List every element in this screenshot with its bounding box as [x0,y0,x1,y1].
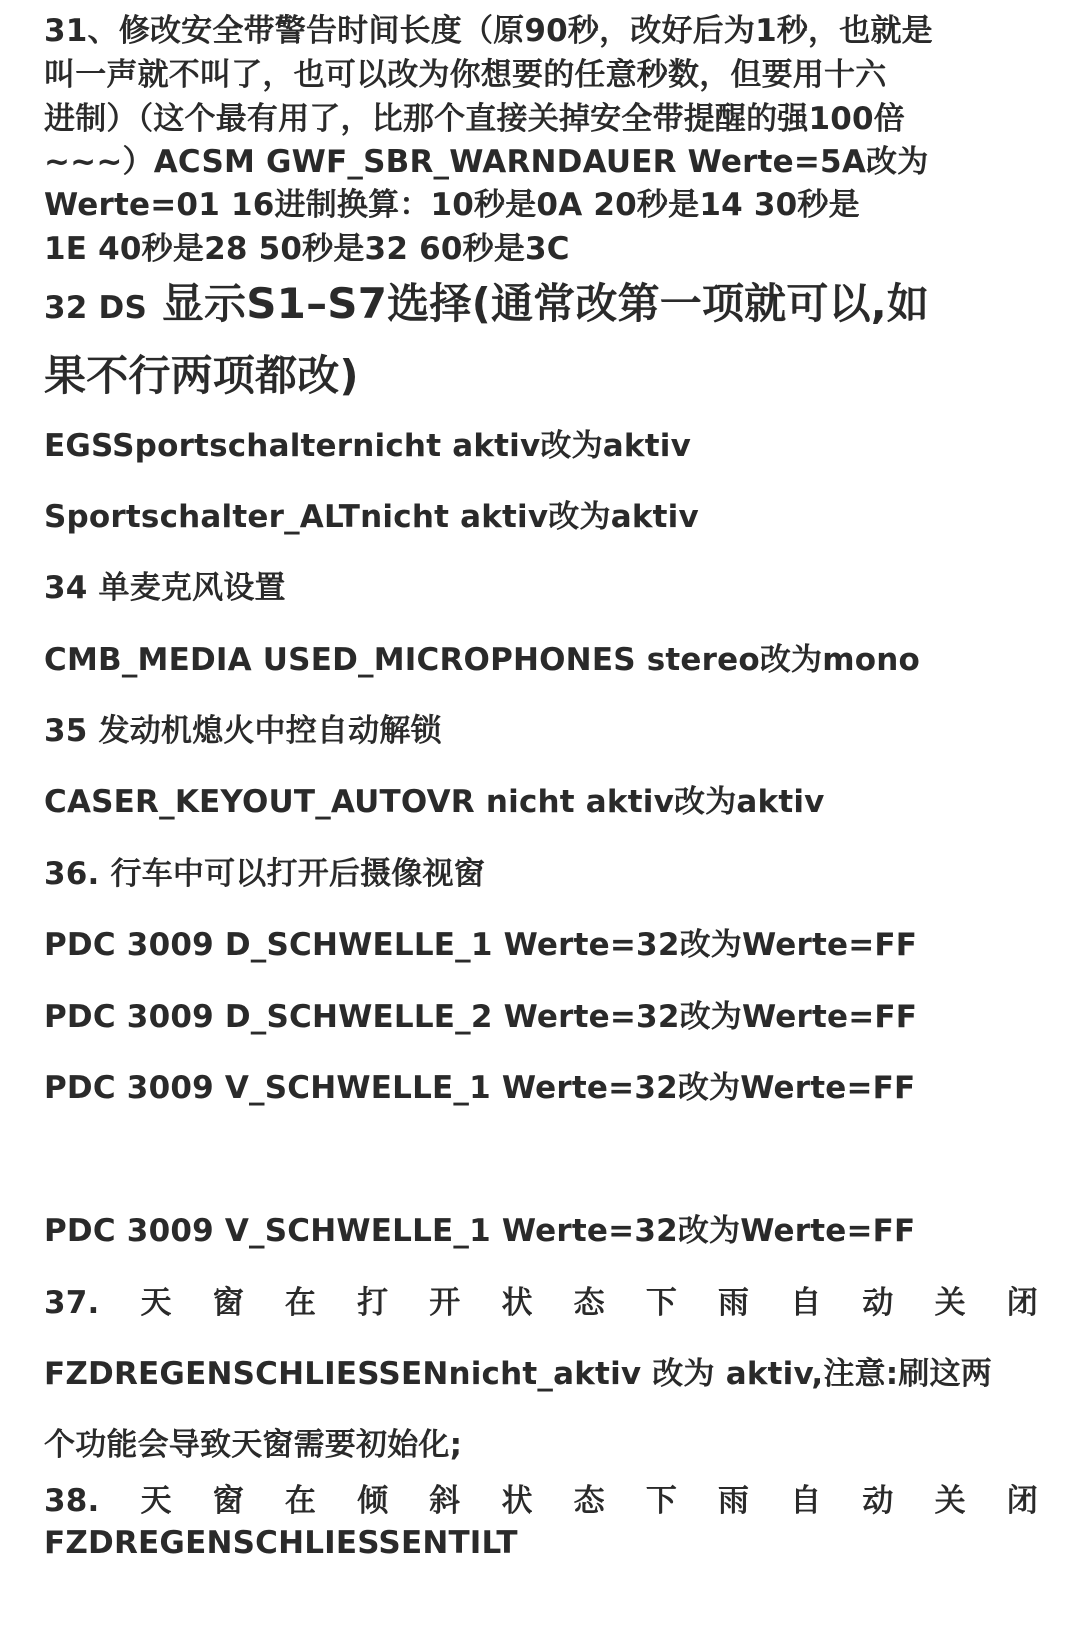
item37-heading-char: 雨 [718,1285,750,1321]
document-page [44,0,1038,1652]
item38-heading-char: 下 [645,1483,678,1519]
item36-entry-4: PDC 3009 V_SCHWELLE_1 Werte=32改为Werte=FF [44,1213,916,1249]
item32-number: 32 DS [44,290,147,326]
item38-heading-char: 在 [284,1483,317,1519]
item37-heading-char: 37. [44,1285,100,1321]
item37-heading-char: 下 [645,1285,678,1321]
item38-heading-char: 天 [140,1483,172,1519]
item31-line-6: 1E 40秒是28 50秒是32 60秒是3C [44,231,570,267]
item37-heading-char: 打 [357,1285,389,1321]
item37-heading-char: 天 [140,1285,172,1321]
item36-entry-3: PDC 3009 V_SCHWELLE_1 Werte=32改为Werte=FF [44,1070,916,1106]
item37-heading-char: 开 [429,1285,461,1321]
item37-line-2: FZDREGENSCHLIESSENnicht_aktiv 改为 aktiv,注意:刷这两 [44,1356,992,1392]
item38-line-2: FZDREGENSCHLIESSENTILT [44,1525,518,1561]
item38-heading-char: 斜 [429,1483,461,1519]
item37-heading-char: 在 [284,1285,317,1321]
item31-line-1: 31、修改安全带警告时间长度（原90秒，改好后为1秒，也就是 [44,13,933,49]
item37-heading-char: 动 [862,1285,894,1321]
item32-heading-text: 显示S1–S7选择(通常改第一项就可以,如 [161,279,930,328]
item35-entry: CASER_KEYOUT_AUTOVR nicht aktiv改为aktiv [44,784,825,820]
item38-heading-char: 雨 [718,1483,750,1519]
item37-heading-char: 态 [573,1285,605,1321]
item37-heading [44,1280,1038,1326]
item38-heading [44,1478,1038,1524]
item31-line-2: 叫一声就不叫了，也可以改为你想要的任意秒数，但要用十六 [44,57,887,93]
item38-heading-char: 倾 [357,1483,389,1519]
item38-heading-char: 态 [573,1483,605,1519]
item38-heading-char: 状 [501,1483,533,1519]
item36-heading: 36. 行车中可以打开后摄像视窗 [44,856,485,892]
item36-entry-1: PDC 3009 D_SCHWELLE_1 Werte=32改为Werte=FF [44,927,918,963]
item38-heading-char: 38. [44,1483,100,1519]
item32-heading-line-2: 果不行两项都改) [44,351,359,400]
item31-line-4: ~~~）ACSM GWF_SBR_WARNDAUER Werte=5A改为 [44,144,929,180]
item34-heading: 34 单麦克风设置 [44,570,286,606]
item38-heading-char: 闭 [1006,1483,1038,1519]
item37-heading-char: 窗 [212,1285,244,1321]
item32-entry-1: EGSSportschalternicht aktiv改为aktiv [44,428,691,464]
item38-heading-char: 关 [934,1483,966,1519]
item37-heading-char: 关 [934,1285,966,1321]
item37-heading-char: 自 [790,1285,822,1321]
item32-entry-2: Sportschalter_ALTnicht aktiv改为aktiv [44,499,699,535]
item38-heading-char: 自 [790,1483,822,1519]
item38-heading-char: 动 [862,1483,894,1519]
item37-line-3: 个功能会导致天窗需要初始化; [44,1427,463,1463]
item36-entry-2: PDC 3009 D_SCHWELLE_2 Werte=32改为Werte=FF [44,999,918,1035]
item32-heading-line-1 [44,276,1038,332]
item34-entry: CMB_MEDIA USED_MICROPHONES stereo改为mono [44,642,920,678]
item31-line-3: 进制）（这个最有用了，比那个直接关掉安全带提醒的强100倍 [44,101,906,137]
item37-heading-char: 状 [501,1285,533,1321]
item38-heading-char: 窗 [212,1483,244,1519]
item35-heading: 35 发动机熄火中控自动解锁 [44,713,442,749]
item31-line-5: Werte=01 16进制换算：10秒是0A 20秒是14 30秒是 [44,187,860,223]
item37-heading-char: 闭 [1006,1285,1038,1321]
